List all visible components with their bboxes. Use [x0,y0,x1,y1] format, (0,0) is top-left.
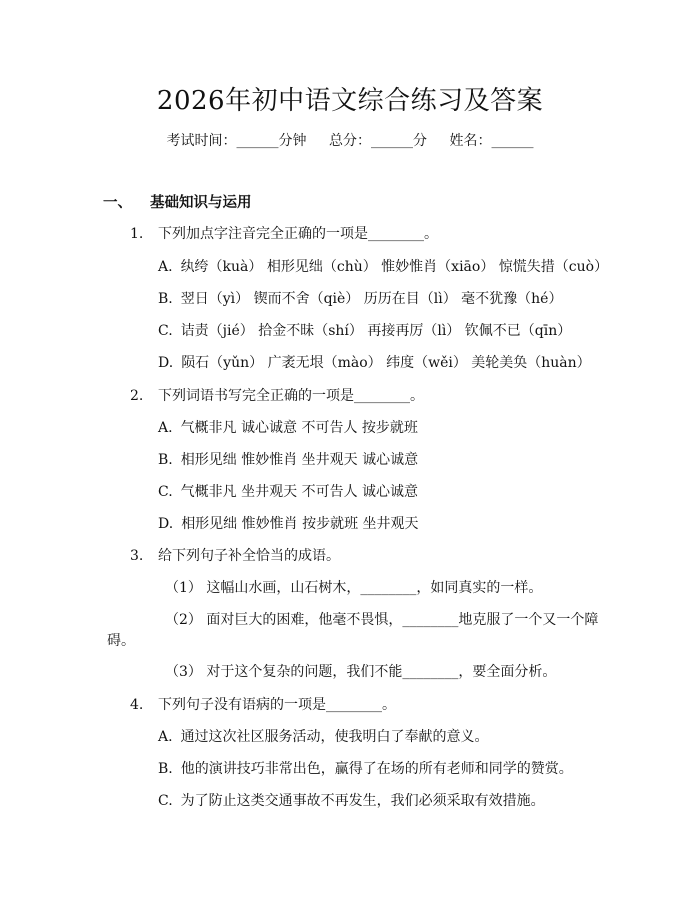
q2-option-a [158,417,418,437]
question-text: 下列加点字注音完全正确的一项是________。 [158,226,438,242]
question-number: 3. [130,548,144,564]
option-label: C. [158,793,173,809]
q3-item-2 [165,609,598,629]
exam-score: 总分：______分 [329,133,427,149]
question-number: 1. [130,226,144,242]
option-text: 为了防止这类交通事故不再发生，我们必须采取有效措施。 [180,793,545,809]
question-text: 下列词语书写完全正确的一项是________。 [158,388,424,404]
q2-option-d [158,513,419,533]
item-text: 这幅山水画，山石树木，________，如同真实的一样。 [206,580,543,596]
item-label: （2） [165,612,202,628]
question-1 [130,223,438,243]
item-label: （3） [165,664,202,680]
section-title: 基础知识与运用 [150,195,252,211]
option-label: A. [158,420,173,436]
item-text: 对于这个复杂的问题，我们不能________，要全面分析。 [206,664,557,680]
student-name: 姓名：______ [449,133,534,149]
q1-option-d [158,352,591,372]
q1-option-b [158,288,562,308]
question-4 [130,694,396,714]
q3-item-2-continuation: 碍。 [107,633,135,649]
option-label: B. [158,452,173,468]
question-number: 4. [130,697,144,713]
option-text: 纨绔（kuà） 相形见绌（chù） 惟妙惟肖（xiāo） 惊慌失措（cuò） [180,259,609,275]
exam-meta [0,130,700,150]
item-text: 面对巨大的困难，他毫不畏惧，________地克服了一个又一个障 [206,612,599,628]
exam-time: 考试时间：______分钟 [166,133,307,149]
option-label: D. [158,355,174,371]
option-label: D. [158,516,174,532]
question-3 [130,545,340,565]
option-label: B. [158,761,173,777]
option-text: 相形见绌 惟妙惟肖 按步就班 坐井观天 [181,516,419,532]
question-text: 给下列句子补全恰当的成语。 [158,548,340,564]
section-number: 一、 [103,195,132,211]
page-title: 2026年初中语文综合练习及答案 [156,86,544,116]
q1-option-a [158,256,608,276]
item-label: （1） [165,580,202,596]
q2-option-c [158,481,418,501]
option-text: 他的演讲技巧非常出色，赢得了在场的所有老师和同学的赞赏。 [180,761,573,777]
option-text: 翌日（yì） 锲而不舍（qiè） 历历在目（lì） 毫不犹豫（hé） [180,291,563,307]
option-text: 诘责（jié） 拾金不昧（shí） 再接再厉（lì） 钦佩不已（qīn） [180,323,572,339]
q4-option-a [158,726,489,746]
q1-option-c [158,320,571,340]
option-label: B. [158,291,173,307]
question-text: 下列句子没有语病的一项是________。 [158,697,396,713]
option-text: 通过这次社区服务活动，使我明白了奉献的意义。 [180,729,489,745]
option-label: A. [158,259,173,275]
option-label: C. [158,323,173,339]
option-text: 相形见绌 惟妙惟肖 坐井观天 诚心诚意 [180,452,419,468]
option-text: 气概非凡 诚心诚意 不可告人 按步就班 [180,420,418,436]
q3-item-3 [165,661,556,681]
q3-item-1 [165,577,542,597]
option-text: 陨石（yǔn） 广袤无垠（mào） 纬度（wěi） 美轮美奂（huàn） [181,355,591,371]
option-label: A. [158,729,173,745]
q4-option-c [158,790,545,810]
section-heading [103,191,252,212]
option-label: C. [158,484,173,500]
q4-option-b [158,758,573,778]
option-text: 气概非凡 坐井观天 不可告人 诚心诚意 [180,484,419,500]
q2-option-b [158,449,418,469]
question-number: 2. [130,388,144,404]
question-2 [130,385,424,405]
